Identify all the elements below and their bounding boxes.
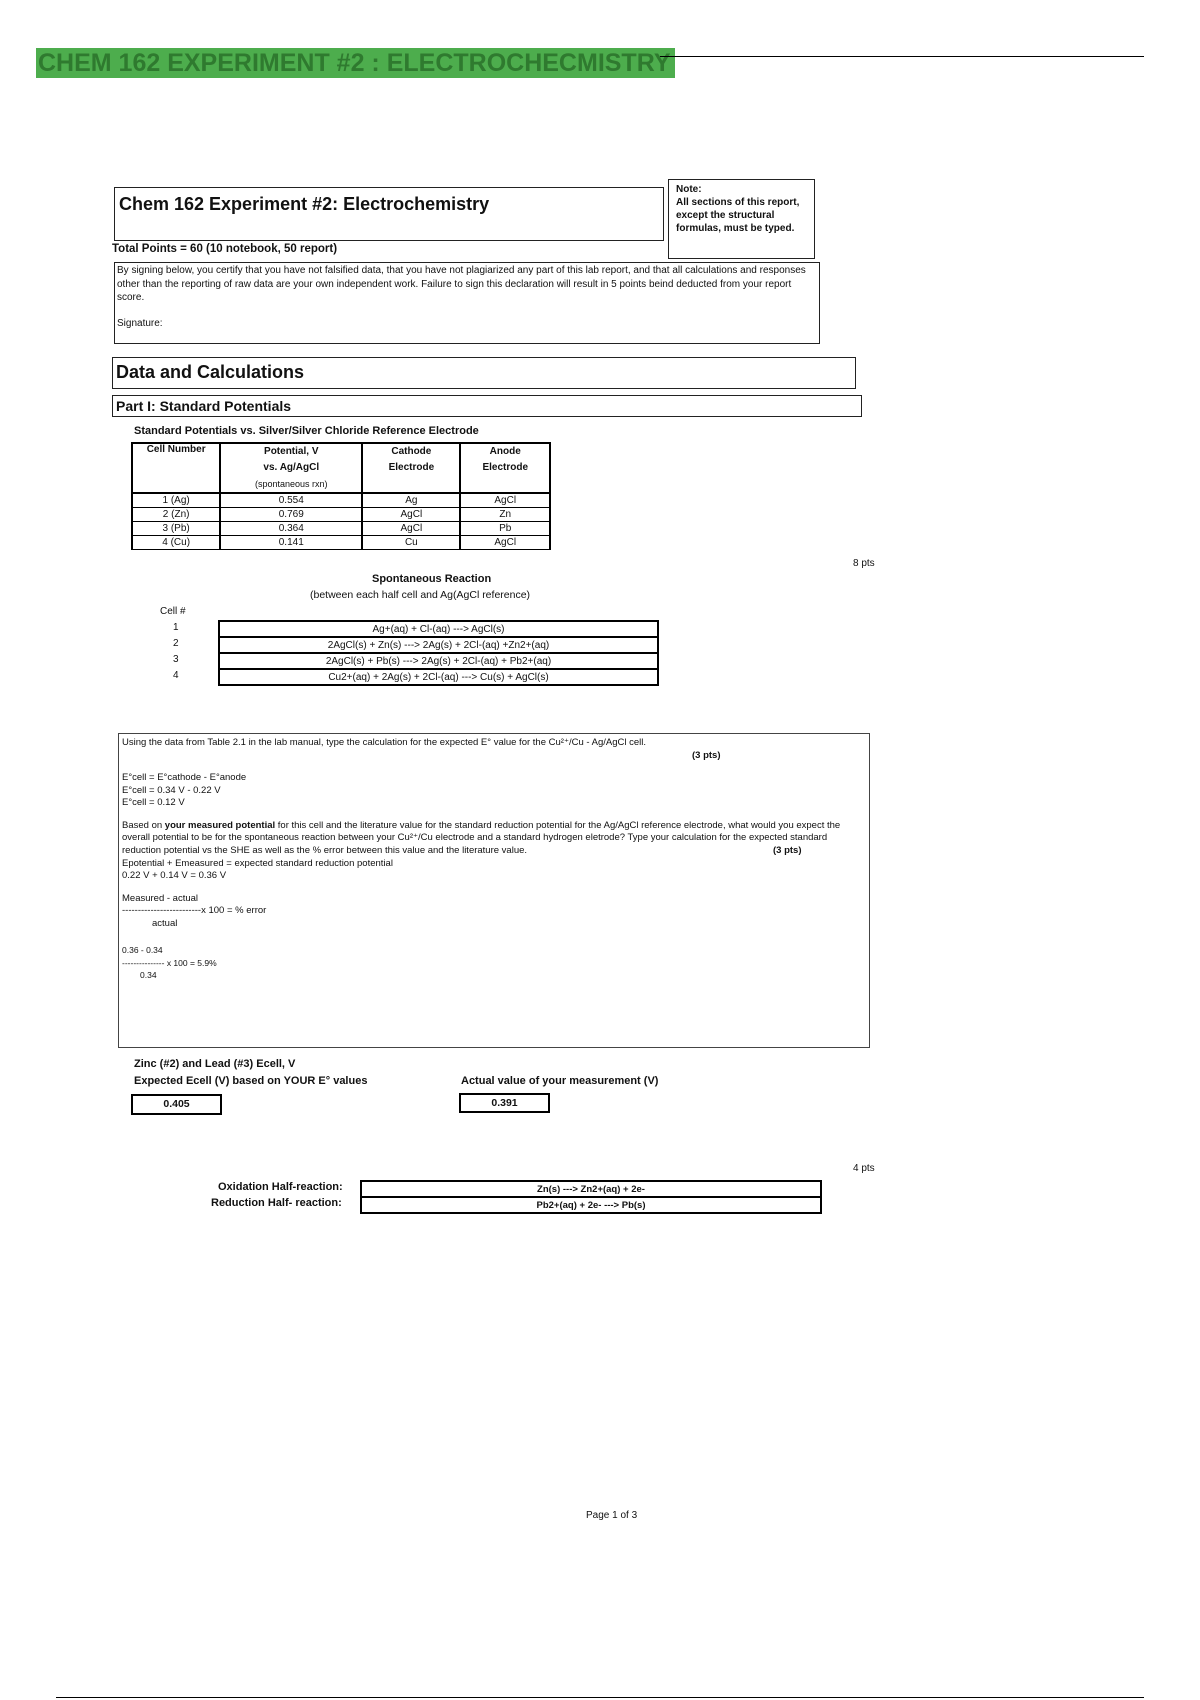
potentials-row [132,507,550,521]
total-points: Total Points = 60 (10 notebook, 50 report) [112,243,338,255]
reduction-row [361,1197,821,1213]
spontaneous-row [219,621,658,637]
calc-prompt-2 [122,820,866,858]
cell-anode: AgCl [460,493,550,507]
footer-rule [56,1697,1144,1698]
error-line-3: actual [152,917,178,929]
header-cathode-line2: Electrode [388,462,435,473]
header-potential-line2: vs. Ag/AgCl [263,462,320,473]
header-rule [660,56,1144,57]
cell-number: 2 (Zn) [132,507,220,521]
reduction-label: Reduction Half- reaction: [211,1197,342,1209]
header-cathode [362,443,460,493]
title-box [114,187,664,241]
data-calculations-heading: Data and Calculations [116,362,305,382]
reaction-cell: 2AgCl(s) + Pb(s) ---> 2Ag(s) + 2Cl-(aq) + Pb2+(aq) [219,653,658,669]
header-anode [460,443,550,493]
calc-points-2: (3 pts) [773,845,802,856]
numeric-line-1: 0.36 - 0.34 [122,945,163,955]
signature-label: Signature: [117,317,163,329]
spontaneous-num: 1 [173,622,179,633]
prompt-2-lead: Based on [122,819,165,831]
header-potential [220,443,362,493]
header-cell-number [132,443,220,493]
spontaneous-row [219,669,658,685]
potentials-points: 8 pts [853,558,875,569]
cell-number: 3 (Pb) [132,521,220,535]
part1-heading-box [112,395,862,417]
oxidation-row [361,1181,821,1197]
certification-text: By signing below, you certify that you have not falsified data, that you have not plagiarized any part of this lab report, and that all calculations and responses other than the reporting of raw data are your own independent work. Failure to sign this declaration will result in 5 points beind deducted from your report score. [117,265,806,303]
numeric-line-3: 0.34 [140,970,157,980]
spontaneous-table [218,620,659,686]
cell-potential: 0.141 [220,535,362,549]
eq-line-3: E°cell = 0.12 V [122,797,185,808]
spontaneous-row [219,653,658,669]
calculation-box [118,733,870,1048]
calc-line-1: Epotential + Emeasured = expected standard reduction potential [122,857,393,869]
note-box [668,179,815,259]
potentials-row [132,493,550,507]
zinc-lead-heading: Zinc (#2) and Lead (#3) Ecell, V [134,1058,296,1070]
expected-ecell-value: 0.405 [131,1094,222,1115]
part1-heading: Part I: Standard Potentials [116,398,292,414]
spontaneous-row [219,637,658,653]
page-number: Page 1 of 3 [586,1510,638,1521]
potentials-row [132,521,550,535]
cell-cathode: Cu [362,535,460,549]
calc-prompt-1: Using the data from Table 2.1 in the lab manual, type the calculation for the expected E° value for the Cu²⁺/Cu - Ag/AgCl cell. [122,737,647,748]
prompt-2-bold: your measured potential [164,819,276,831]
expected-ecell-label: Expected Ecell (V) based on YOUR E° values [134,1075,368,1087]
reaction-cell: 2AgCl(s) + Zn(s) ---> 2Ag(s) + 2Cl-(aq) +Zn2+(aq) [219,637,658,653]
spontaneous-title: Spontaneous Reaction [372,573,492,585]
cell-cathode: AgCl [362,521,460,535]
numeric-line-2: --------------- x 100 = 5.9% [122,957,217,968]
cell-cathode: AgCl [362,507,460,521]
header-anode-line2: Electrode [482,462,529,473]
cell-anode: Pb [460,521,550,535]
oxidation-value: Zn(s) ---> Zn2+(aq) + 2e- [361,1181,821,1197]
half-reactions-table [360,1180,822,1214]
header-anode-line1: Anode [489,446,521,457]
actual-value-label: Actual value of your measurement (V) [461,1075,659,1087]
header-potential-line1: Potential, V [264,446,319,457]
potentials-table [131,442,551,550]
spontaneous-num: 3 [173,654,179,665]
reaction-cell: Cu2+(aq) + 2Ag(s) + 2Cl-(aq) ---> Cu(s) + AgCl(s) [219,669,658,685]
spontaneous-num: 2 [173,638,179,649]
error-line-1: Measured - actual [122,892,199,904]
eq-line-2: E°cell = 0.34 V - 0.22 V [122,784,221,796]
cell-number-label: Cell # [160,606,186,617]
reaction-cell: Ag+(aq) + Cl-(aq) ---> AgCl(s) [219,621,658,637]
cell-anode: AgCl [460,535,550,549]
cell-anode: Zn [460,507,550,521]
potentials-row [132,535,550,549]
eq-line-1: E°cell = E°cathode - E°anode [122,772,247,783]
note-label: Note: [676,184,702,195]
header-cell-number-text: Cell Number [146,444,206,455]
header-cathode-line1: Cathode [391,446,432,457]
potentials-table-caption: Standard Potentials vs. Silver/Silver Chloride Reference Electrode [134,425,479,437]
zinc-lead-points: 4 pts [853,1163,875,1174]
spontaneous-subtitle: (between each half cell and Ag(AgCl reference) [310,589,531,601]
document-banner: CHEM 162 EXPERIMENT #2 : ELECTROCHECMISTRY [36,48,675,78]
cell-cathode: Ag [362,493,460,507]
report-title: Chem 162 Experiment #2: Electrochemistry [119,194,490,214]
error-line-2: -------------------------x 100 = % error [122,905,267,916]
calc-line-2: 0.22 V + 0.14 V = 0.36 V [122,870,227,881]
potentials-header-row [132,443,550,493]
oxidation-label: Oxidation Half-reaction: [218,1181,343,1193]
cell-potential: 0.769 [220,507,362,521]
calc-points-1: (3 pts) [692,749,721,761]
cell-number: 1 (Ag) [132,493,220,507]
header-potential-line3: (spontaneous rxn) [254,479,328,489]
reduction-value: Pb2+(aq) + 2e- ---> Pb(s) [361,1197,821,1213]
note-text: All sections of this report, except the structural formulas, must be typed. [676,197,800,234]
cell-potential: 0.554 [220,493,362,507]
actual-value: 0.391 [459,1093,550,1113]
certification-box [114,262,820,344]
prompt-2-rest: for this cell and the literature value for the standard reduction potential for the Ag/AgCl reference electrode, what would you expect the overall potential to be for the spontaneous reaction between your Cu²⁺/Cu electrode and a standard hydrogen eletrode? Type your calculation for the expected standard reduction potential vs the SHE as well as the % error between this value and the literature value. [122,819,841,856]
spontaneous-num: 4 [173,670,179,681]
data-calculations-heading-box [112,357,856,389]
cell-potential: 0.364 [220,521,362,535]
cell-number: 4 (Cu) [132,535,220,549]
